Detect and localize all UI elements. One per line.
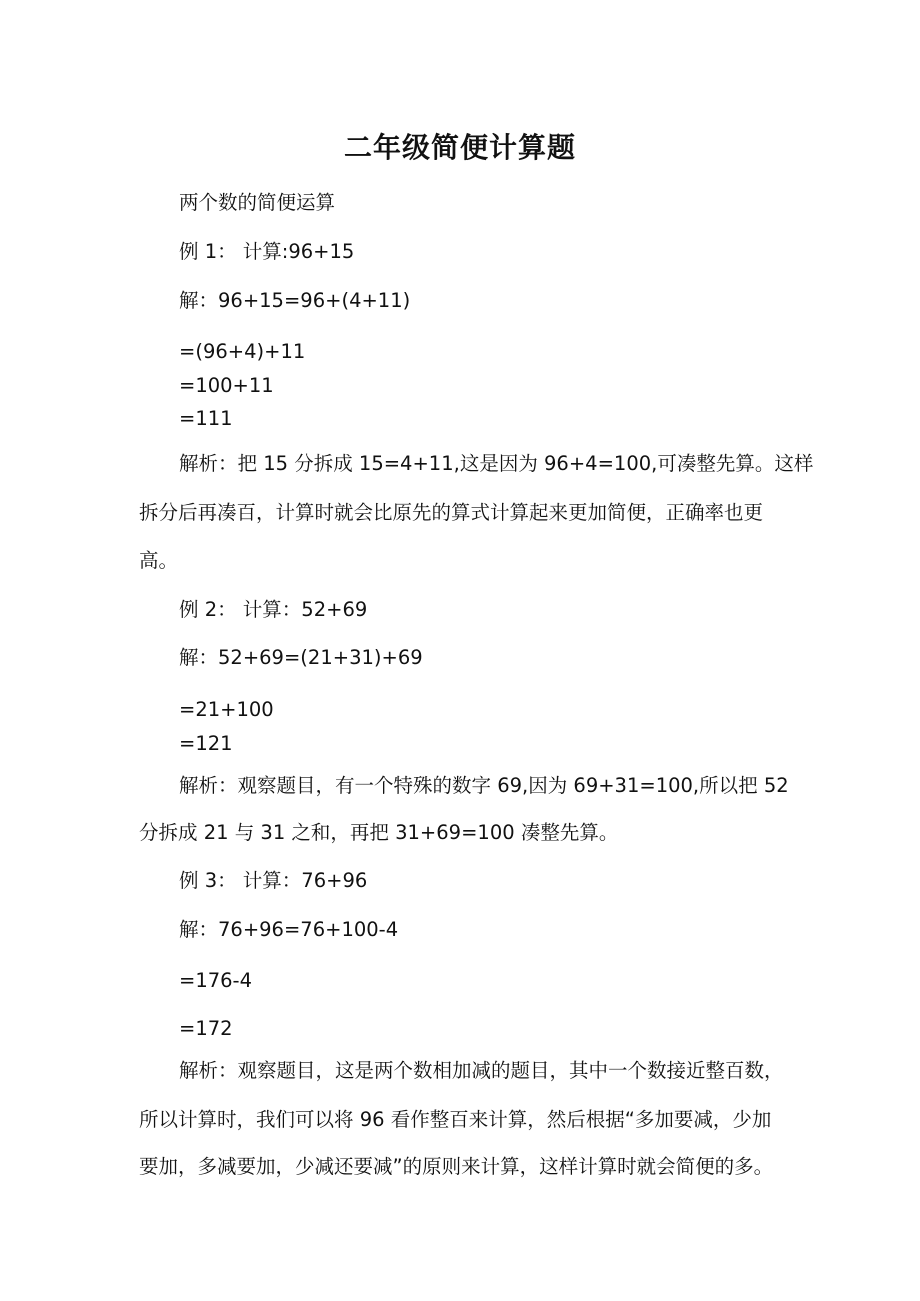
example3-step: =176-4 [179,969,253,992]
example2-analysis-line: 解析：观察题目，有一个特殊的数字 69,因为 69+31=100,所以把 52 [179,774,789,797]
section-heading: 两个数的简便运算 [179,191,336,214]
example3-question: 例 3： 计算：76+96 [179,869,368,892]
example2-analysis-line: 分拆成 21 与 31 之和，再把 31+69=100 凑整先算。 [139,821,619,844]
example1-step: =100+11 [179,374,274,397]
example2-step: =21+100 [179,698,274,721]
example1-analysis-line: 解析：把 15 分拆成 15=4+11,这是因为 96+4=100,可凑整先算。这样 [179,452,814,475]
example1-solution: 解：96+15=96+(4+11) [179,289,411,312]
example2-step: =121 [179,732,233,755]
example1-analysis-line: 拆分后再凑百，计算时就会比原先的算式计算起来更加简便，正确率也更 [139,501,764,524]
example1-question: 例 1： 计算:96+15 [179,240,355,263]
example3-step: =172 [179,1017,233,1040]
example2-solution: 解：52+69=(21+31)+69 [179,646,423,669]
example2-question: 例 2： 计算：52+69 [179,598,368,621]
example3-analysis-line: 所以计算时，我们可以将 96 看作整百来计算，然后根据“多加要减，少加 [139,1108,772,1131]
document-title: 二年级简便计算题 [343,131,576,164]
example3-analysis-line: 解析：观察题目，这是两个数相加减的题目，其中一个数接近整百数， [179,1059,784,1082]
example1-step: =111 [179,407,233,430]
example3-solution: 解：76+96=76+100-4 [179,918,399,941]
example1-step: =(96+4)+11 [179,340,306,363]
example1-analysis-line: 高。 [139,549,179,572]
example3-analysis-line: 要加，多减要加，少减还要减”的原则来计算，这样计算时就会简便的多。 [139,1155,774,1178]
